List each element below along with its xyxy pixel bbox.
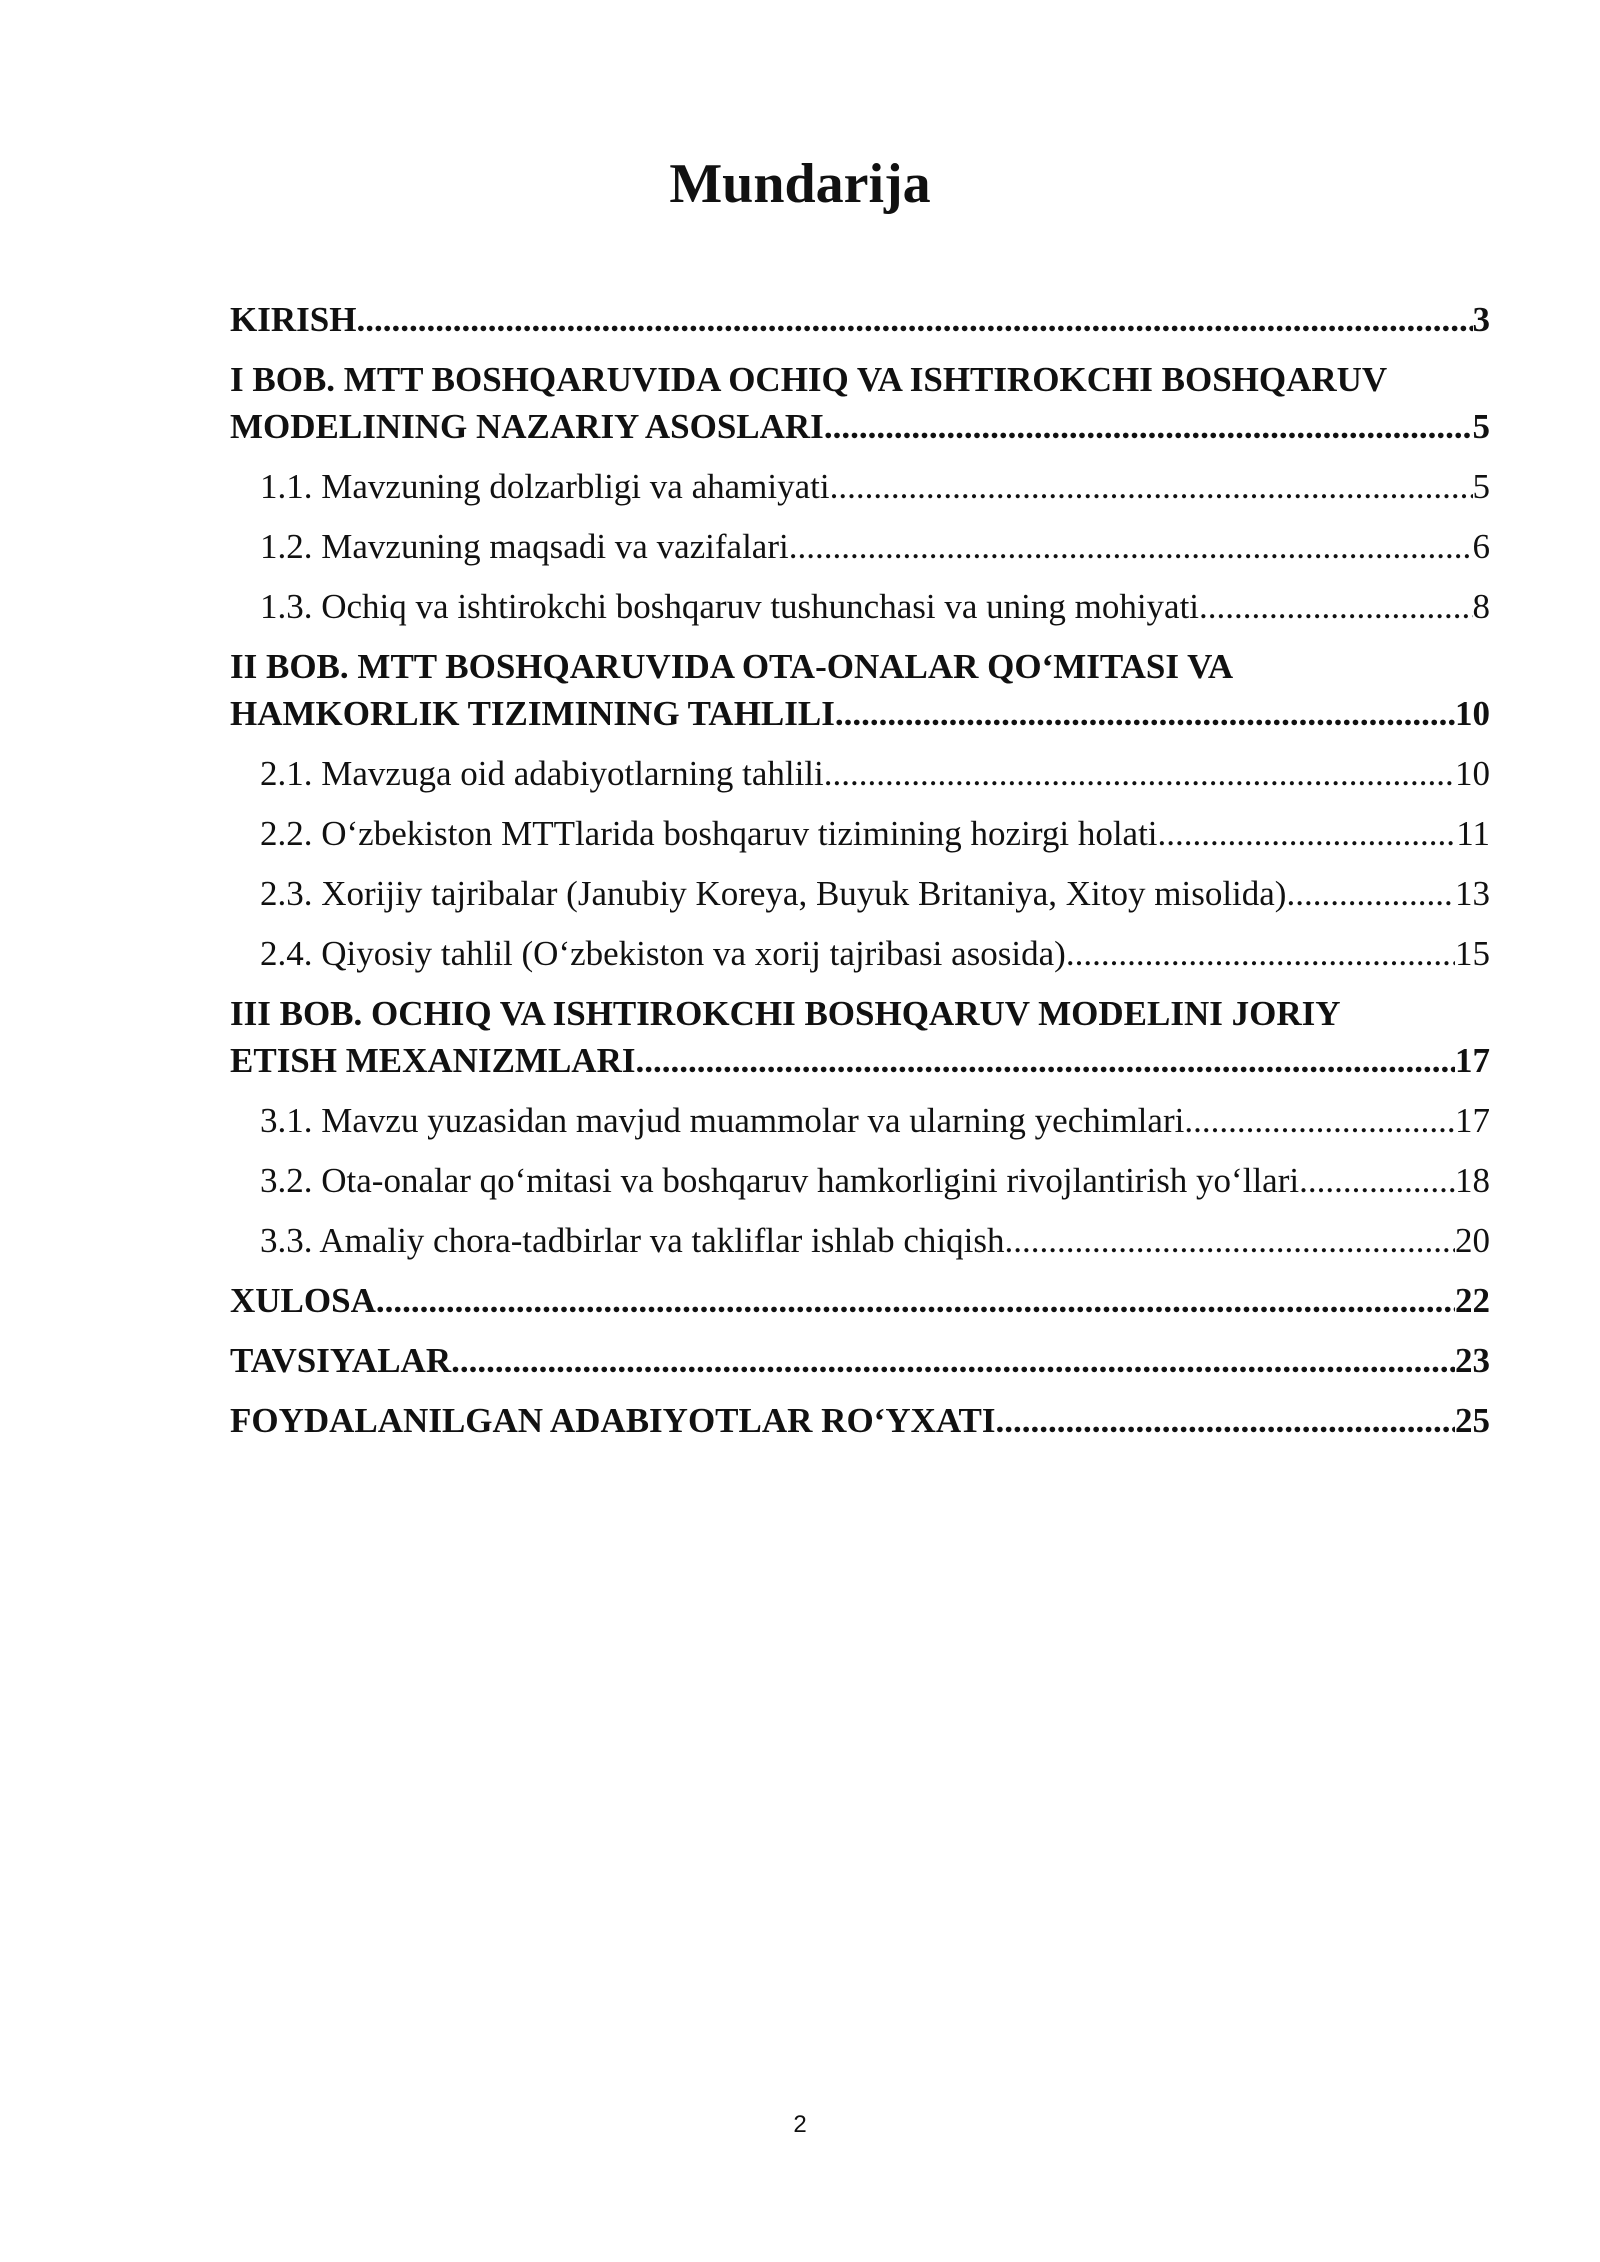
dot-leader (1199, 583, 1472, 630)
toc-page-number: 23 (1455, 1341, 1490, 1380)
toc-page-number: 15 (1455, 934, 1490, 973)
toc-entry-section-2-2[interactable] (230, 810, 1490, 857)
toc-entry-label: I BOB. MTT BOSHQARUVIDA OCHIQ VA ISHTIROKCHI BOSHQARUV (230, 360, 1388, 399)
toc-entry-label-cont: ETISH MEXANIZMLARI (230, 1041, 636, 1080)
dot-leader (830, 463, 1473, 510)
toc-entry-section-2-4[interactable] (230, 930, 1490, 977)
dot-leader (376, 1277, 1455, 1324)
toc-page-number: 6 (1472, 527, 1490, 566)
toc-entry-section-2-3[interactable] (230, 870, 1490, 917)
toc-page-number: 17 (1455, 1041, 1490, 1080)
page-title: Mundarija (669, 153, 931, 215)
toc-entry-section-2-1[interactable] (230, 750, 1490, 797)
toc-entry-label: XULOSA (230, 1281, 376, 1320)
toc-page-number: 10 (1455, 694, 1490, 733)
toc-entry-label-cont: MODELINING NAZARIY ASOSLARI (230, 407, 824, 446)
toc-entry-label: III BOB. OCHIQ VA ISHTIROKCHI BOSHQARUV MODELINI JORIY (230, 994, 1341, 1033)
dot-leader (635, 1037, 1455, 1084)
dot-leader (824, 403, 1473, 450)
toc-entry-label: 2.4. Qiyosiy tahlil (O‘zbekiston va xorij tajribasi asosida) (260, 934, 1066, 973)
dot-leader (1158, 810, 1457, 857)
toc-page-number: 22 (1455, 1281, 1490, 1320)
toc-entry-section-3-3[interactable] (230, 1217, 1490, 1264)
toc-entry-section-1-2[interactable] (230, 523, 1490, 570)
toc-entry-label: 3.1. Mavzu yuzasidan mavjud muammolar va ularning yechimlari (260, 1101, 1185, 1140)
toc-page-number: 20 (1455, 1221, 1490, 1260)
table-of-contents (230, 296, 1490, 1444)
toc-entry-label: 2.2. O‘zbekiston MTTlarida boshqaruv tizimining hozirgi holati (260, 814, 1158, 853)
page-number: 2 (793, 2111, 807, 2138)
toc-page-number: 3 (1472, 300, 1490, 339)
toc-entry-label: 1.1. Mavzuning dolzarbligi va ahamiyati (260, 467, 830, 506)
toc-entry-section-3-2[interactable] (230, 1157, 1490, 1204)
toc-entry-kirish[interactable] (230, 296, 1490, 343)
dot-leader (356, 296, 1472, 343)
toc-entry-label: 3.2. Ota-onalar qo‘mitasi va boshqaruv hamkorligini rivojlantirish yo‘llari (260, 1161, 1300, 1200)
dot-leader (996, 1397, 1455, 1444)
toc-page-number: 10 (1455, 754, 1490, 793)
toc-entry-label: 2.3. Xorijiy tajribalar (Janubiy Koreya, Buyuk Britaniya, Xitoy misolida) (260, 874, 1287, 913)
dot-leader (1299, 1157, 1455, 1204)
toc-entry-chapter-3[interactable] (230, 990, 1490, 1084)
toc-entry-label: TAVSIYALAR (230, 1341, 452, 1380)
toc-entry-xulosa[interactable] (230, 1277, 1490, 1324)
dot-leader (1066, 930, 1455, 977)
toc-page-number: 17 (1455, 1101, 1490, 1140)
dot-leader (835, 690, 1455, 737)
dot-leader (824, 750, 1455, 797)
toc-entry-label: II BOB. MTT BOSHQARUVIDA OTA-ONALAR QO‘MITASI VA (230, 647, 1234, 686)
toc-entry-chapter-2[interactable] (230, 643, 1490, 737)
toc-entry-adabiyotlar[interactable] (230, 1397, 1490, 1444)
toc-page-number: 25 (1455, 1401, 1490, 1440)
toc-entry-label: KIRISH (230, 300, 357, 339)
toc-entry-label: 2.1. Mavzuga oid adabiyotlarning tahlili (260, 754, 824, 793)
dot-leader (1005, 1217, 1455, 1264)
toc-page-number: 5 (1472, 467, 1490, 506)
toc-page-number: 8 (1472, 587, 1490, 626)
toc-entry-section-1-3[interactable] (230, 583, 1490, 630)
toc-page-number: 11 (1456, 814, 1490, 853)
dot-leader (1286, 870, 1455, 917)
dot-leader (789, 523, 1473, 570)
toc-entry-chapter-1[interactable] (230, 356, 1490, 450)
dot-leader (451, 1337, 1455, 1384)
toc-entry-label-cont: HAMKORLIK TIZIMINING TAHLILI (230, 694, 835, 733)
toc-entry-section-1-1[interactable] (230, 463, 1490, 510)
toc-entry-tavsiyalar[interactable] (230, 1337, 1490, 1384)
toc-entry-section-3-1[interactable] (230, 1097, 1490, 1144)
toc-page-number: 13 (1455, 874, 1490, 913)
toc-entry-label: FOYDALANILGAN ADABIYOTLAR RO‘YXATI (230, 1401, 996, 1440)
toc-entry-label: 1.2. Mavzuning maqsadi va vazifalari (260, 527, 789, 566)
toc-entry-label: 3.3. Amaliy chora-tadbirlar va takliflar ishlab chiqish (260, 1221, 1005, 1260)
toc-page-number: 18 (1455, 1161, 1490, 1200)
dot-leader (1184, 1097, 1455, 1144)
toc-entry-label: 1.3. Ochiq va ishtirokchi boshqaruv tushunchasi va uning mohiyati (260, 587, 1200, 626)
toc-page-number: 5 (1472, 407, 1490, 446)
